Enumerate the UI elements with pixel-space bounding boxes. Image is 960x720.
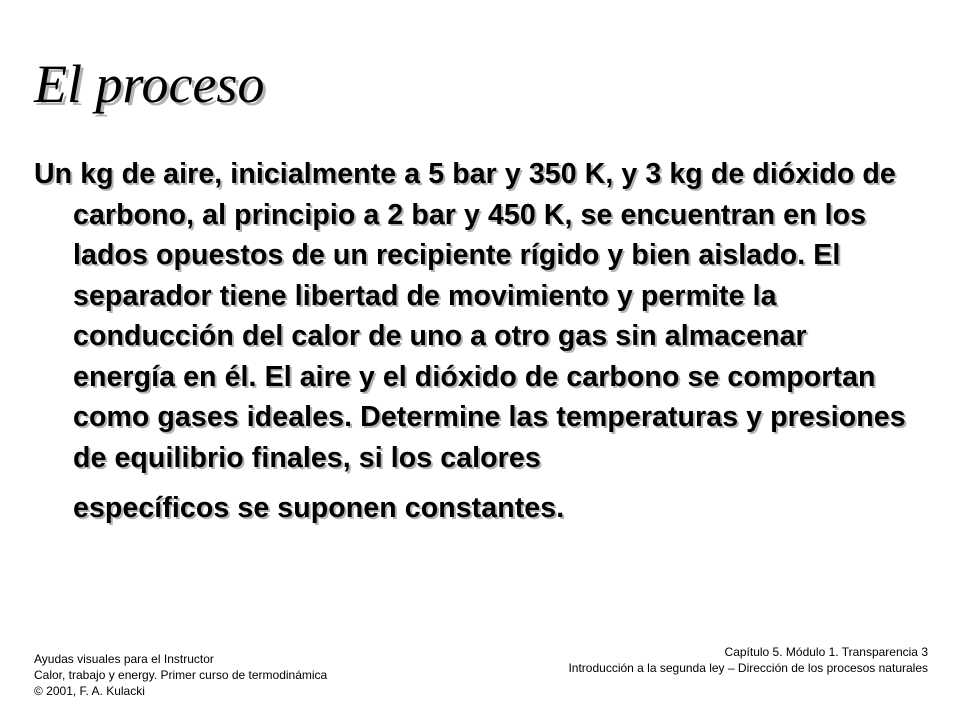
problem-statement-main: Un kg de aire, inicialmente a 5 bar y 350 K, y 3 kg de dióxido de carbono, al principio a 2 bar y 450 K, se encuentran en los lados opuestos de un recipiente rígido y bien aislado. El separador tiene libertad de movimiento y permite la conducción del calor de uno a otro gas sin almacenar energía en él. El aire y el dióxido de carbono se comportan como gases ideales. Determine las temperaturas y presiones de equilibrio finales, si los calores (34, 158, 906, 474)
footer-copyright: © 2001, F. A. Kulacki (34, 684, 145, 698)
slide-title: El proceso (34, 54, 265, 114)
footer-left (34, 651, 327, 699)
problem-statement (34, 154, 914, 529)
footer-topic: Introducción a la segunda ley – Dirección de los procesos naturales (568, 661, 928, 675)
footer-chapter-slide: Capítulo 5. Módulo 1. Transparencia 3 (724, 645, 928, 659)
footer-instructor-aids: Ayudas visuales para el Instructor (34, 652, 214, 666)
footer-right (568, 644, 928, 676)
footer-course-title: Calor, trabajo y energy. Primer curso de termodinámica (34, 668, 328, 682)
problem-statement-last-line: específicos se suponen constantes. (73, 492, 565, 524)
